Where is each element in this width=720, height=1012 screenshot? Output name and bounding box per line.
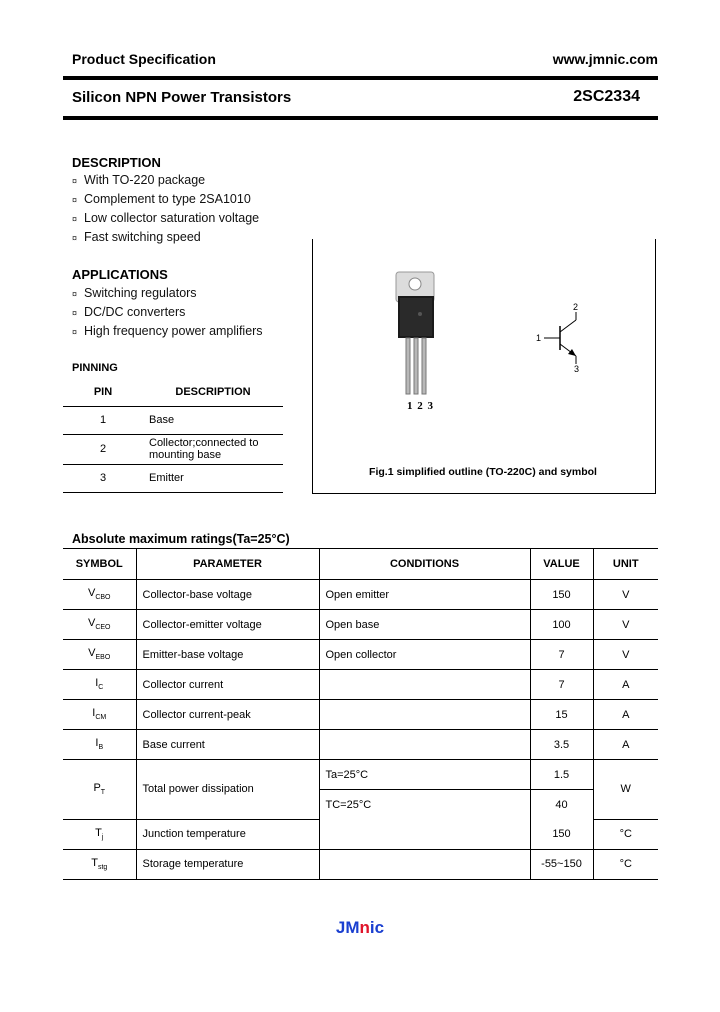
list-item: ¤ Complement to type 2SA1010: [72, 192, 251, 206]
symbol-pin1-label: 1: [536, 333, 542, 343]
part-number: 2SC2334: [573, 88, 640, 105]
pin-desc-header: DESCRIPTION: [175, 385, 251, 398]
table-row: $I_C$ Collector current 7 A: [63, 670, 658, 700]
pin-header: PIN: [93, 385, 113, 398]
table-row: 3 Emitter: [63, 464, 283, 492]
applications-list: [72, 286, 263, 343]
figure-box: [312, 239, 656, 494]
header-left: Product Specification: [72, 51, 216, 67]
symbol-pin2-label: 2: [573, 302, 579, 312]
list-item: ¤ With TO-220 package: [72, 173, 206, 187]
description-title: DESCRIPTION: [72, 155, 161, 170]
product-line: Silicon NPN Power Transistors: [72, 89, 292, 106]
table-row: 1 Base: [63, 406, 283, 434]
table-row: 2 Collector;connected to mounting base: [63, 434, 283, 464]
package-pin-labels: 1 2 3: [407, 400, 434, 412]
table-row: $V_{EBO}$ Emitter-base voltage Open collector 7 V: [63, 640, 658, 670]
pinning-title: PINNING: [72, 362, 118, 374]
to220-package-image: [380, 268, 460, 408]
table-row: TC=25°C 40: [63, 790, 658, 820]
header-url[interactable]: www.jmnic.com: [552, 51, 658, 67]
table-row: $I_B$ Base current 3.5 A: [63, 730, 658, 760]
list-item: ¤ High frequency power amplifiers: [72, 324, 263, 338]
table-row: $I_{CM}$ Collector current-peak 15 A: [63, 700, 658, 730]
list-item: ¤ DC/DC converters: [72, 305, 186, 319]
table-row: $T_j$ Junction temperature 150 °C: [63, 819, 658, 849]
figure-caption: Fig.1 simplified outline (TO-220C) and symbol: [369, 466, 597, 478]
list-item: ¤ Fast switching speed: [72, 230, 201, 244]
description-list: [72, 173, 259, 249]
jmnic-logo: JMnic: [335, 918, 385, 937]
table-row: $V_{CBO}$ Collector-base voltage Open emitter 150 V: [63, 580, 658, 610]
pinning-table: [63, 378, 283, 493]
table-row: $T_{stg}$ Storage temperature -55~150 °C: [63, 849, 658, 879]
table-row: $V_{CEO}$ Collector-emitter voltage Open base 100 V: [63, 610, 658, 640]
list-item: ¤ Low collector saturation voltage: [72, 211, 260, 225]
header-rule-top: [63, 76, 658, 80]
table-header-row: SYMBOL PARAMETER CONDITIONS VALUE UNIT: [63, 549, 658, 580]
symbol-pin3-label: 3: [574, 364, 580, 374]
applications-title: APPLICATIONS: [72, 267, 168, 282]
ratings-table: [63, 548, 658, 880]
ratings-title: Absolute maximum ratings(Ta=25°C): [72, 532, 290, 546]
table-row: $P_T$ Total power dissipation Ta=25°C 1.5 W: [63, 760, 658, 790]
list-item: ¤ Switching regulators: [72, 286, 197, 300]
header-rule-bottom: [63, 116, 658, 120]
